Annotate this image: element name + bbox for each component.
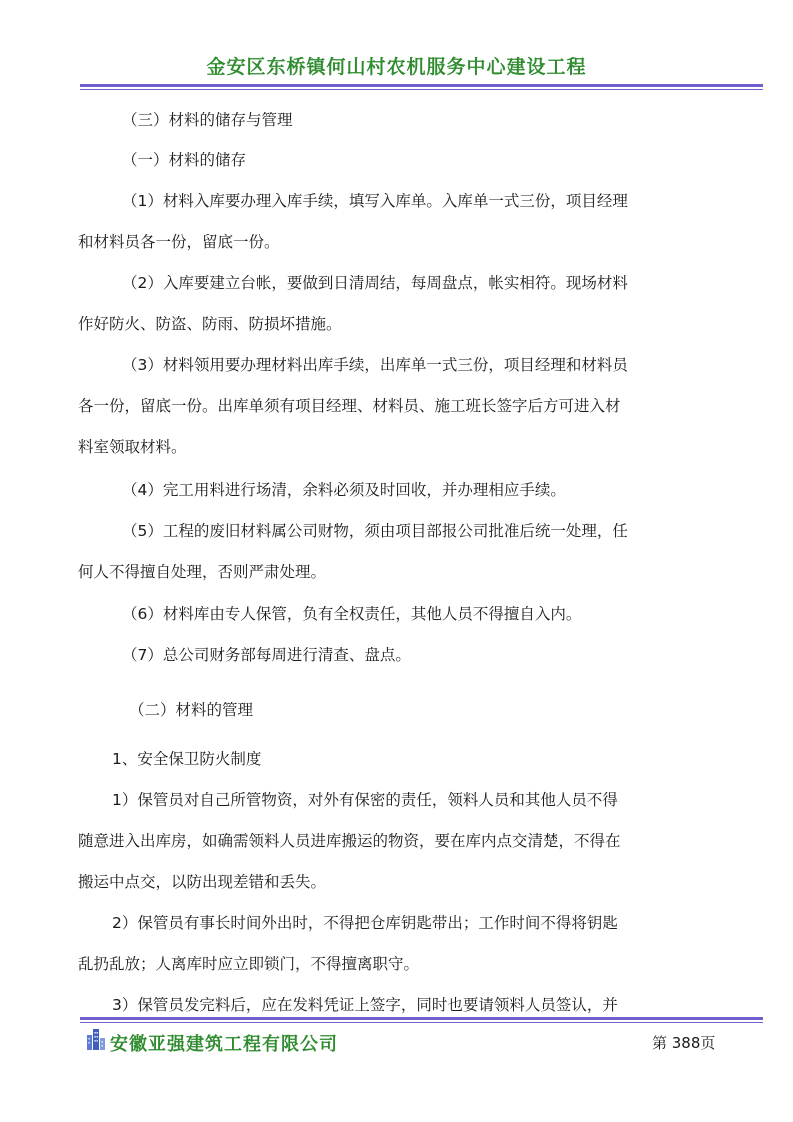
paragraph-line: （1）材料入库要办理入库手续，填写入库单。入库单一式三份，项目经理 [122,192,628,210]
paragraph-line: 搬运中点交，以防出现差错和丢失。 [78,873,327,891]
paragraph-line: 随意进入出库房，如确需领料人员进库搬运的物资，要在库内点交清楚，不得在 [78,832,621,850]
footer-rule-thick [80,1017,763,1020]
paragraph-line: 作好防火、防盗、防雨、防损坏措施。 [78,315,342,333]
section-heading: （三）材料的储存与管理 [122,111,293,129]
header-rule-thick [80,84,763,87]
subsection-heading: 1、安全保卫防火制度 [112,750,262,768]
paragraph-line: 乱扔乱放；人离库时应立即锁门，不得擅离职守。 [78,955,420,973]
paragraph-line: （6）材料库由专人保管，负有全权责任，其他人员不得擅自入内。 [122,605,582,623]
paragraph-line: （7）总公司财务部每周进行清查、盘点。 [122,646,411,664]
paragraph-line: 3）保管员发完料后，应在发料凭证上签字，同时也要请领料人员签认，并 [112,996,618,1014]
paragraph-line: 1）保管员对自己所管物资，对外有保密的责任，领料人员和其他人员不得 [112,791,618,809]
section-heading: （二）材料的管理 [129,701,254,719]
paragraph-line: （4）完工用料进行场清，余料必须及时回收，并办理相应手续。 [122,481,566,499]
subsection-heading: （一）材料的储存 [122,151,247,169]
paragraph-line: （5）工程的废旧材料属公司财物，须由项目部报公司批准后统一处理，任 [122,522,628,540]
footer-rule-thin [80,1022,763,1023]
paragraph-line: （2）入库要建立台帐，要做到日清周结，每周盘点，帐实相符。现场材料 [122,274,628,292]
paragraph-line: 各一份，留底一份。出库单须有项目经理、材料员、施工班长签字后方可进入材 [78,397,621,415]
footer-company-name: 安徽亚强建筑工程有限公司 [110,1034,338,1055]
paragraph-line: 料室领取材料。 [78,438,187,456]
page-number: 第 388页 [652,1034,716,1052]
paragraph-line: 和材料员各一份，留底一份。 [78,233,280,251]
header-rule-thin [80,89,763,90]
building-icon [86,1027,106,1051]
document-header-title: 金安区东桥镇何山村农机服务中心建设工程 [206,56,587,78]
paragraph-line: 何人不得擅自处理，否则严肃处理。 [78,563,327,581]
paragraph-line: 2）保管员有事长时间外出时，不得把仓库钥匙带出；工作时间不得将钥匙 [112,914,618,932]
paragraph-line: （3）材料领用要办理材料出库手续，出库单一式三份，项目经理和材料员 [122,356,628,374]
